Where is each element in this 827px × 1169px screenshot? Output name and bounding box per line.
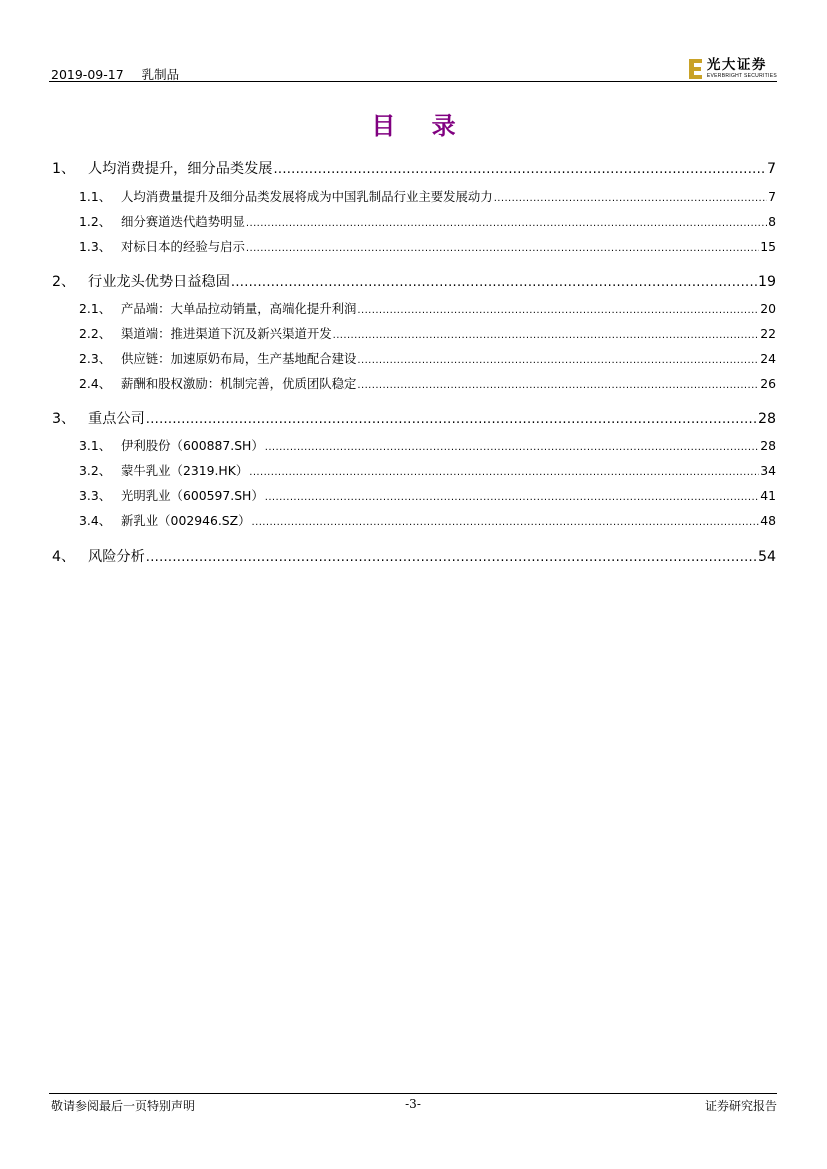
- toc-entry-subsection[interactable]: [52, 212, 776, 230]
- toc-entry-page: 20: [760, 301, 776, 316]
- toc-entry-page: 24: [760, 351, 776, 366]
- toc-dot-leader: [265, 442, 759, 453]
- toc-entry-page: 41: [760, 488, 776, 503]
- report-sector: 乳制品: [141, 67, 180, 82]
- report-date: 2019-09-17: [51, 67, 124, 82]
- toc-entry-page: 48: [760, 513, 776, 528]
- toc-entry-page: 15: [760, 239, 776, 254]
- toc-entry-subsection[interactable]: [52, 324, 776, 342]
- page-header: [49, 56, 777, 84]
- toc-dot-leader: [357, 355, 759, 366]
- toc-entry-subsection[interactable]: [52, 299, 776, 317]
- toc-dot-leader: [146, 412, 757, 427]
- footer-disclaimer: 敬请参阅最后一页特别声明: [51, 1099, 196, 1113]
- toc-entry-title: 光明乳业（600597.SH）: [121, 488, 264, 503]
- toc-dot-leader: [246, 218, 767, 229]
- toc-entry-title: 渠道端：推进渠道下沉及新兴渠道开发: [121, 326, 332, 341]
- toc-entry-subsection[interactable]: [52, 349, 776, 367]
- toc-entry-subsection[interactable]: [52, 511, 776, 529]
- toc-entry-title: 产品端：大单品拉动销量，高端化提升利润: [121, 301, 357, 316]
- company-logo: [689, 56, 777, 82]
- toc-entry-number: 1.3、: [79, 239, 112, 254]
- toc-entry-page: 7: [766, 161, 776, 177]
- toc-entry-subsection[interactable]: [52, 237, 776, 255]
- toc-entry-title: 人均消费量提升及细分品类发展将成为中国乳制品行业主要发展动力: [121, 189, 493, 204]
- page-number: -3-: [405, 1097, 421, 1111]
- toc-entry-number: 1.1、: [79, 189, 112, 204]
- footer-report-type: 证券研究报告: [704, 1099, 777, 1113]
- toc-entry-title: 对标日本的经验与启示: [121, 239, 245, 254]
- toc-entry-subsection[interactable]: [52, 461, 776, 479]
- toc-entry-page: 8: [768, 214, 776, 229]
- toc-dot-leader: [333, 330, 760, 341]
- toc-entry-number: 2.1、: [79, 301, 112, 316]
- toc-entry-number: 2、: [52, 274, 76, 290]
- toc-entry-title: 薪酬和股权激励：机制完善，优质团队稳定: [121, 376, 357, 391]
- toc-entry-page: 22: [760, 326, 776, 341]
- toc-entry-page: 54: [757, 549, 776, 565]
- toc-entry-page: 34: [760, 463, 776, 478]
- toc-entry-number: 2.4、: [79, 376, 112, 391]
- footer-divider: [49, 1093, 777, 1094]
- toc-entry-title: 蒙牛乳业（2319.HK）: [121, 463, 249, 478]
- toc-entry-title: 人均消费提升，细分品类发展: [88, 161, 273, 177]
- toc-entry-number: 1.2、: [79, 214, 112, 229]
- toc-entry-title: 伊利股份（600887.SH）: [121, 438, 264, 453]
- toc-entry-page: 28: [757, 411, 776, 427]
- toc-entry-number: 2.3、: [79, 351, 112, 366]
- toc-entry-title: 新乳业（002946.SZ）: [121, 513, 251, 528]
- toc-dot-leader: [357, 380, 759, 391]
- toc-entry-number: 4、: [52, 549, 76, 565]
- toc-entry-section[interactable]: [52, 271, 776, 291]
- toc-entry-subsection[interactable]: [52, 436, 776, 454]
- toc-dot-leader: [246, 243, 759, 254]
- toc-entry-subsection[interactable]: [52, 374, 776, 392]
- toc-entry-title: 供应链：加速原奶布局，生产基地配合建设: [121, 351, 357, 366]
- toc-entry-subsection[interactable]: [52, 486, 776, 504]
- toc-entry-page: 26: [760, 376, 776, 391]
- header-divider: [49, 81, 777, 82]
- toc-entry-number: 3.4、: [79, 513, 112, 528]
- toc-entry-section[interactable]: [52, 546, 776, 566]
- toc-entry-title: 行业龙头优势日益稳固: [88, 274, 230, 290]
- toc-entry-number: 3.3、: [79, 488, 112, 503]
- toc-dot-leader: [273, 162, 766, 177]
- toc-dot-leader: [249, 467, 759, 478]
- toc-dot-leader: [265, 492, 759, 503]
- toc-dot-leader: [494, 193, 767, 204]
- toc-entry-number: 3.2、: [79, 463, 112, 478]
- logo-chinese-name: 光大证券: [706, 56, 767, 73]
- everbright-logo-icon: [689, 58, 703, 80]
- logo-english-name: EVERBRIGHT SECURITIES: [706, 73, 777, 80]
- toc-entry-section[interactable]: [52, 158, 776, 178]
- toc-entry-page: 7: [768, 189, 776, 204]
- toc-entry-number: 1、: [52, 161, 76, 177]
- toc-entry-page: 28: [760, 438, 776, 453]
- toc-dot-leader: [357, 305, 759, 316]
- toc-entry-number: 2.2、: [79, 326, 112, 341]
- toc-entry-title: 风险分析: [88, 549, 145, 565]
- toc-entry-title: 细分赛道迭代趋势明显: [121, 214, 245, 229]
- toc-dot-leader: [231, 275, 757, 290]
- toc-dot-leader: [252, 517, 760, 528]
- toc-entry-page: 19: [757, 274, 776, 290]
- toc-dot-leader: [146, 550, 757, 565]
- toc-entry-subsection[interactable]: [52, 187, 776, 205]
- toc-title: 目 录: [371, 111, 470, 140]
- toc-entry-section[interactable]: [52, 408, 776, 428]
- toc-entry-number: 3.1、: [79, 438, 112, 453]
- toc-entry-number: 3、: [52, 411, 76, 427]
- toc-entry-title: 重点公司: [88, 411, 145, 427]
